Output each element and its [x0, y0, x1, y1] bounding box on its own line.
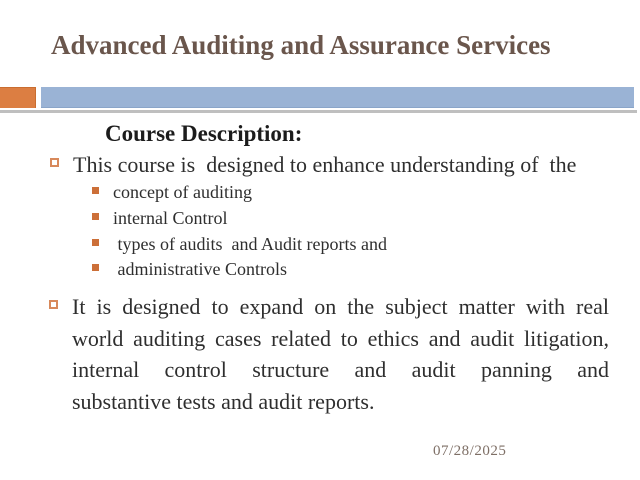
- sub-bullet-text: concept of auditing: [113, 182, 252, 202]
- hollow-square-bullet-icon: [49, 300, 58, 309]
- list-item: [92, 206, 572, 232]
- slide-title: Advanced Auditing and Assurance Services: [51, 30, 551, 60]
- sub-bullet-list: [92, 180, 572, 283]
- filled-square-bullet-icon: [92, 239, 99, 246]
- paragraph-line: internal control structure and audit panning and: [72, 357, 609, 382]
- list-item: [92, 232, 572, 258]
- hollow-square-bullet-icon: [50, 158, 59, 167]
- filled-square-bullet-icon: [92, 264, 99, 271]
- paragraph-line: world auditing cases related to ethics and audit litigation,: [72, 325, 609, 351]
- slide-date: 07/28/2025: [433, 443, 507, 459]
- title-band-blue-bar: [41, 87, 634, 108]
- sub-bullet-text: internal Control: [113, 207, 228, 228]
- list-item: [92, 180, 572, 206]
- sub-bullet-text: administrative Controls: [113, 259, 287, 280]
- section-heading: Course Description:: [105, 121, 303, 146]
- bullet-1-text: This course is designed to enhance understanding of the: [73, 152, 577, 177]
- title-band-shadow-line: [0, 110, 637, 113]
- title-band-orange-block: [0, 87, 36, 108]
- list-item: [92, 257, 572, 283]
- paragraph-line: substantive tests and audit reports.: [72, 388, 375, 414]
- filled-square-bullet-icon: [92, 187, 99, 194]
- filled-square-bullet-icon: [92, 213, 99, 220]
- bullet-2-paragraph: [72, 291, 609, 417]
- sub-bullet-text: types of audits and Audit reports and: [113, 233, 387, 254]
- paragraph-line: It is designed to expand on the subject matter with real: [72, 294, 609, 319]
